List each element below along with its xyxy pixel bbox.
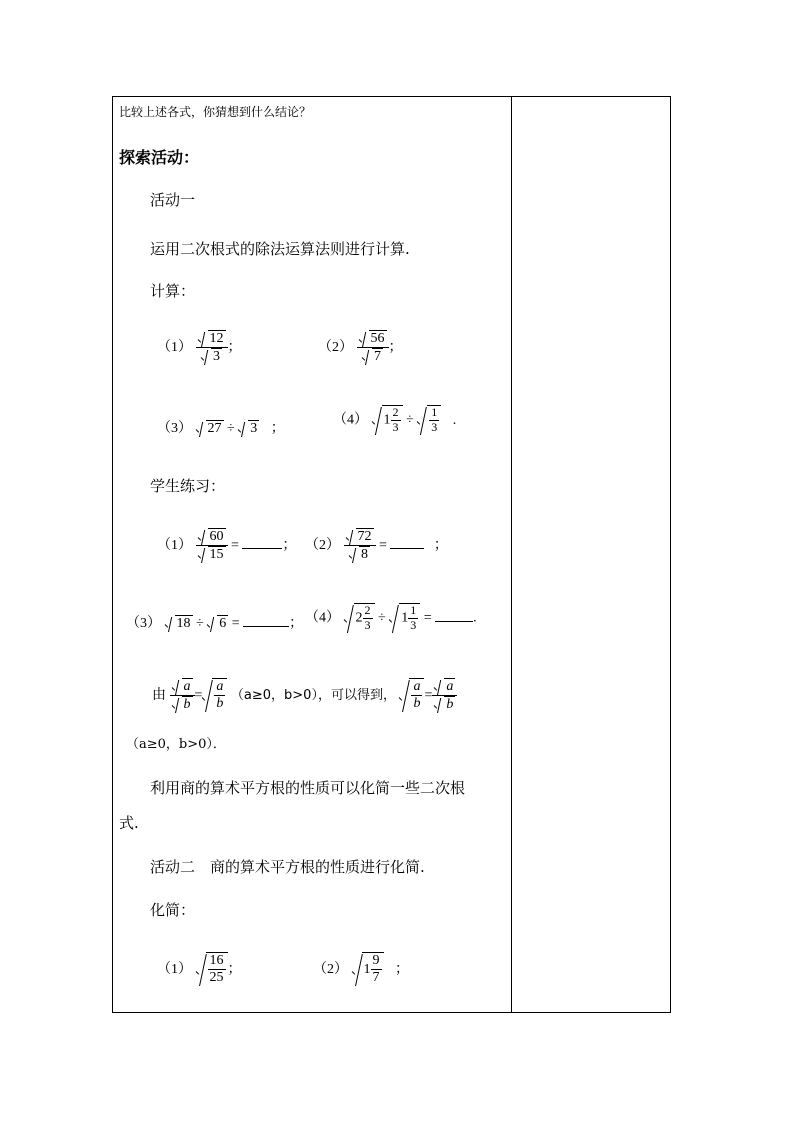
item-end: ； [227, 339, 242, 355]
activity2-title: 活动二 商的算术平方根的性质进行化简. [150, 858, 425, 876]
item-end: ； [433, 537, 448, 553]
numerator: 60 [209, 529, 224, 544]
numerator: 16 [208, 953, 226, 970]
item-end: ； [289, 616, 304, 631]
mixed-num: 2 [392, 405, 399, 419]
radicand-b: 3 [250, 421, 258, 436]
denominator: 8 [361, 547, 368, 563]
radicand-a: 18 [176, 616, 191, 631]
item-label: （3） [157, 421, 192, 436]
mixed-num: 1 [410, 603, 417, 617]
item-end: ； [395, 961, 409, 977]
answer-blank[interactable] [435, 621, 473, 622]
var-b: b [446, 697, 454, 713]
denominator: 25 [209, 970, 224, 986]
simplify-label: 化简： [150, 901, 196, 919]
mixed-whole: 1 [401, 610, 409, 626]
practice-item-2: （2） $\frac{72}{8}$ = ； [305, 529, 448, 563]
numerator: 12 [209, 331, 224, 346]
answer-blank[interactable] [243, 626, 289, 627]
denominator: 15 [209, 547, 224, 563]
item-end: ； [227, 961, 242, 977]
practice-item-4: （4） 2 $\frac{2}{3}$ ÷ 1 $\frac{1}{3}$ = . [305, 603, 477, 632]
simplify-item-1 [157, 952, 242, 986]
item-label: （2） [313, 961, 348, 977]
prefix: 由 [152, 686, 166, 703]
item-label: （2） [305, 537, 340, 553]
item-label: （1） [157, 961, 192, 977]
calc-item-1 [157, 330, 242, 365]
calc-item-3: （3） 27 ÷ 3 ； [157, 421, 285, 436]
property-statement: 由 $\frac{a}{b}$ = $\frac{a}{b}$ （a≥0，b>0），可以得到， $\frac{a}{b}$ = $\frac{a}{b}$ [152, 678, 457, 713]
var-a: a [411, 679, 422, 696]
var-a: a [214, 679, 225, 696]
practice-title: 学生练习： [150, 477, 226, 495]
denominator: 7 [374, 349, 381, 365]
mixed-whole: 2 [355, 610, 363, 626]
b-num: 1 [431, 405, 438, 419]
practice-item-3: （3） 18 ÷ 6 = ； [126, 616, 304, 631]
note-line-1: 利用商的算术平方根的性质可以化简一些二次根 [150, 779, 466, 797]
denominator: 3 [213, 349, 220, 365]
simplify-item-2 [313, 952, 409, 986]
numerator: 56 [370, 331, 385, 346]
activity1-title: 活动一 [150, 191, 196, 209]
item-end: ； [282, 537, 297, 553]
mixed-den: 3 [364, 617, 371, 632]
column-divider [511, 96, 512, 1013]
var-b: b [216, 696, 224, 712]
mixed-num: 2 [364, 603, 371, 617]
var-b: b [413, 696, 421, 712]
note-line-2: 式. [119, 814, 139, 832]
mixed-den: 3 [392, 419, 399, 434]
answer-blank[interactable] [242, 548, 282, 549]
item-label: （4） [305, 610, 340, 626]
intro-text: 比较上述各式，你猜想到什么结论？ [119, 105, 312, 119]
condition-1: （a≥0，b>0），可以得到， [230, 687, 396, 703]
calc-item-4: （4） 1 $\frac{2}{3}$ ÷ $\frac{1}{3}$ . [333, 405, 457, 434]
property-condition: （a≥0，b>0）． [126, 737, 226, 752]
denominator: 7 [372, 970, 380, 986]
var-a: a [446, 679, 454, 694]
b-den: 3 [431, 419, 438, 434]
var-a: a [183, 679, 191, 694]
mixed-whole: 1 [363, 961, 371, 977]
activity1-desc: 运用二次根式的除法运算法则进行计算. [150, 240, 410, 258]
numerator: 9 [371, 953, 382, 970]
var-b: b [183, 697, 191, 713]
calc-item-2 [318, 330, 403, 365]
radicand-b: 6 [219, 616, 227, 631]
numerator: 72 [357, 529, 372, 544]
item-end: ； [270, 421, 285, 436]
item-end: ； [388, 339, 403, 355]
heading: 探索活动： [119, 148, 200, 167]
item-label: （1） [157, 339, 192, 355]
practice-item-1: （1） $\frac{60}{15}$ = ； [157, 529, 297, 563]
item-label: （3） [126, 616, 161, 631]
mixed-den: 3 [410, 617, 417, 632]
item-end: . [452, 412, 457, 428]
item-label: （4） [333, 412, 368, 428]
mixed-whole: 1 [383, 412, 391, 428]
item-label: （2） [318, 339, 353, 355]
answer-blank[interactable] [390, 548, 424, 549]
radicand-a: 27 [207, 421, 222, 436]
item-end: . [473, 610, 477, 626]
calc-label: 计算： [150, 282, 196, 300]
item-label: （1） [157, 537, 192, 553]
